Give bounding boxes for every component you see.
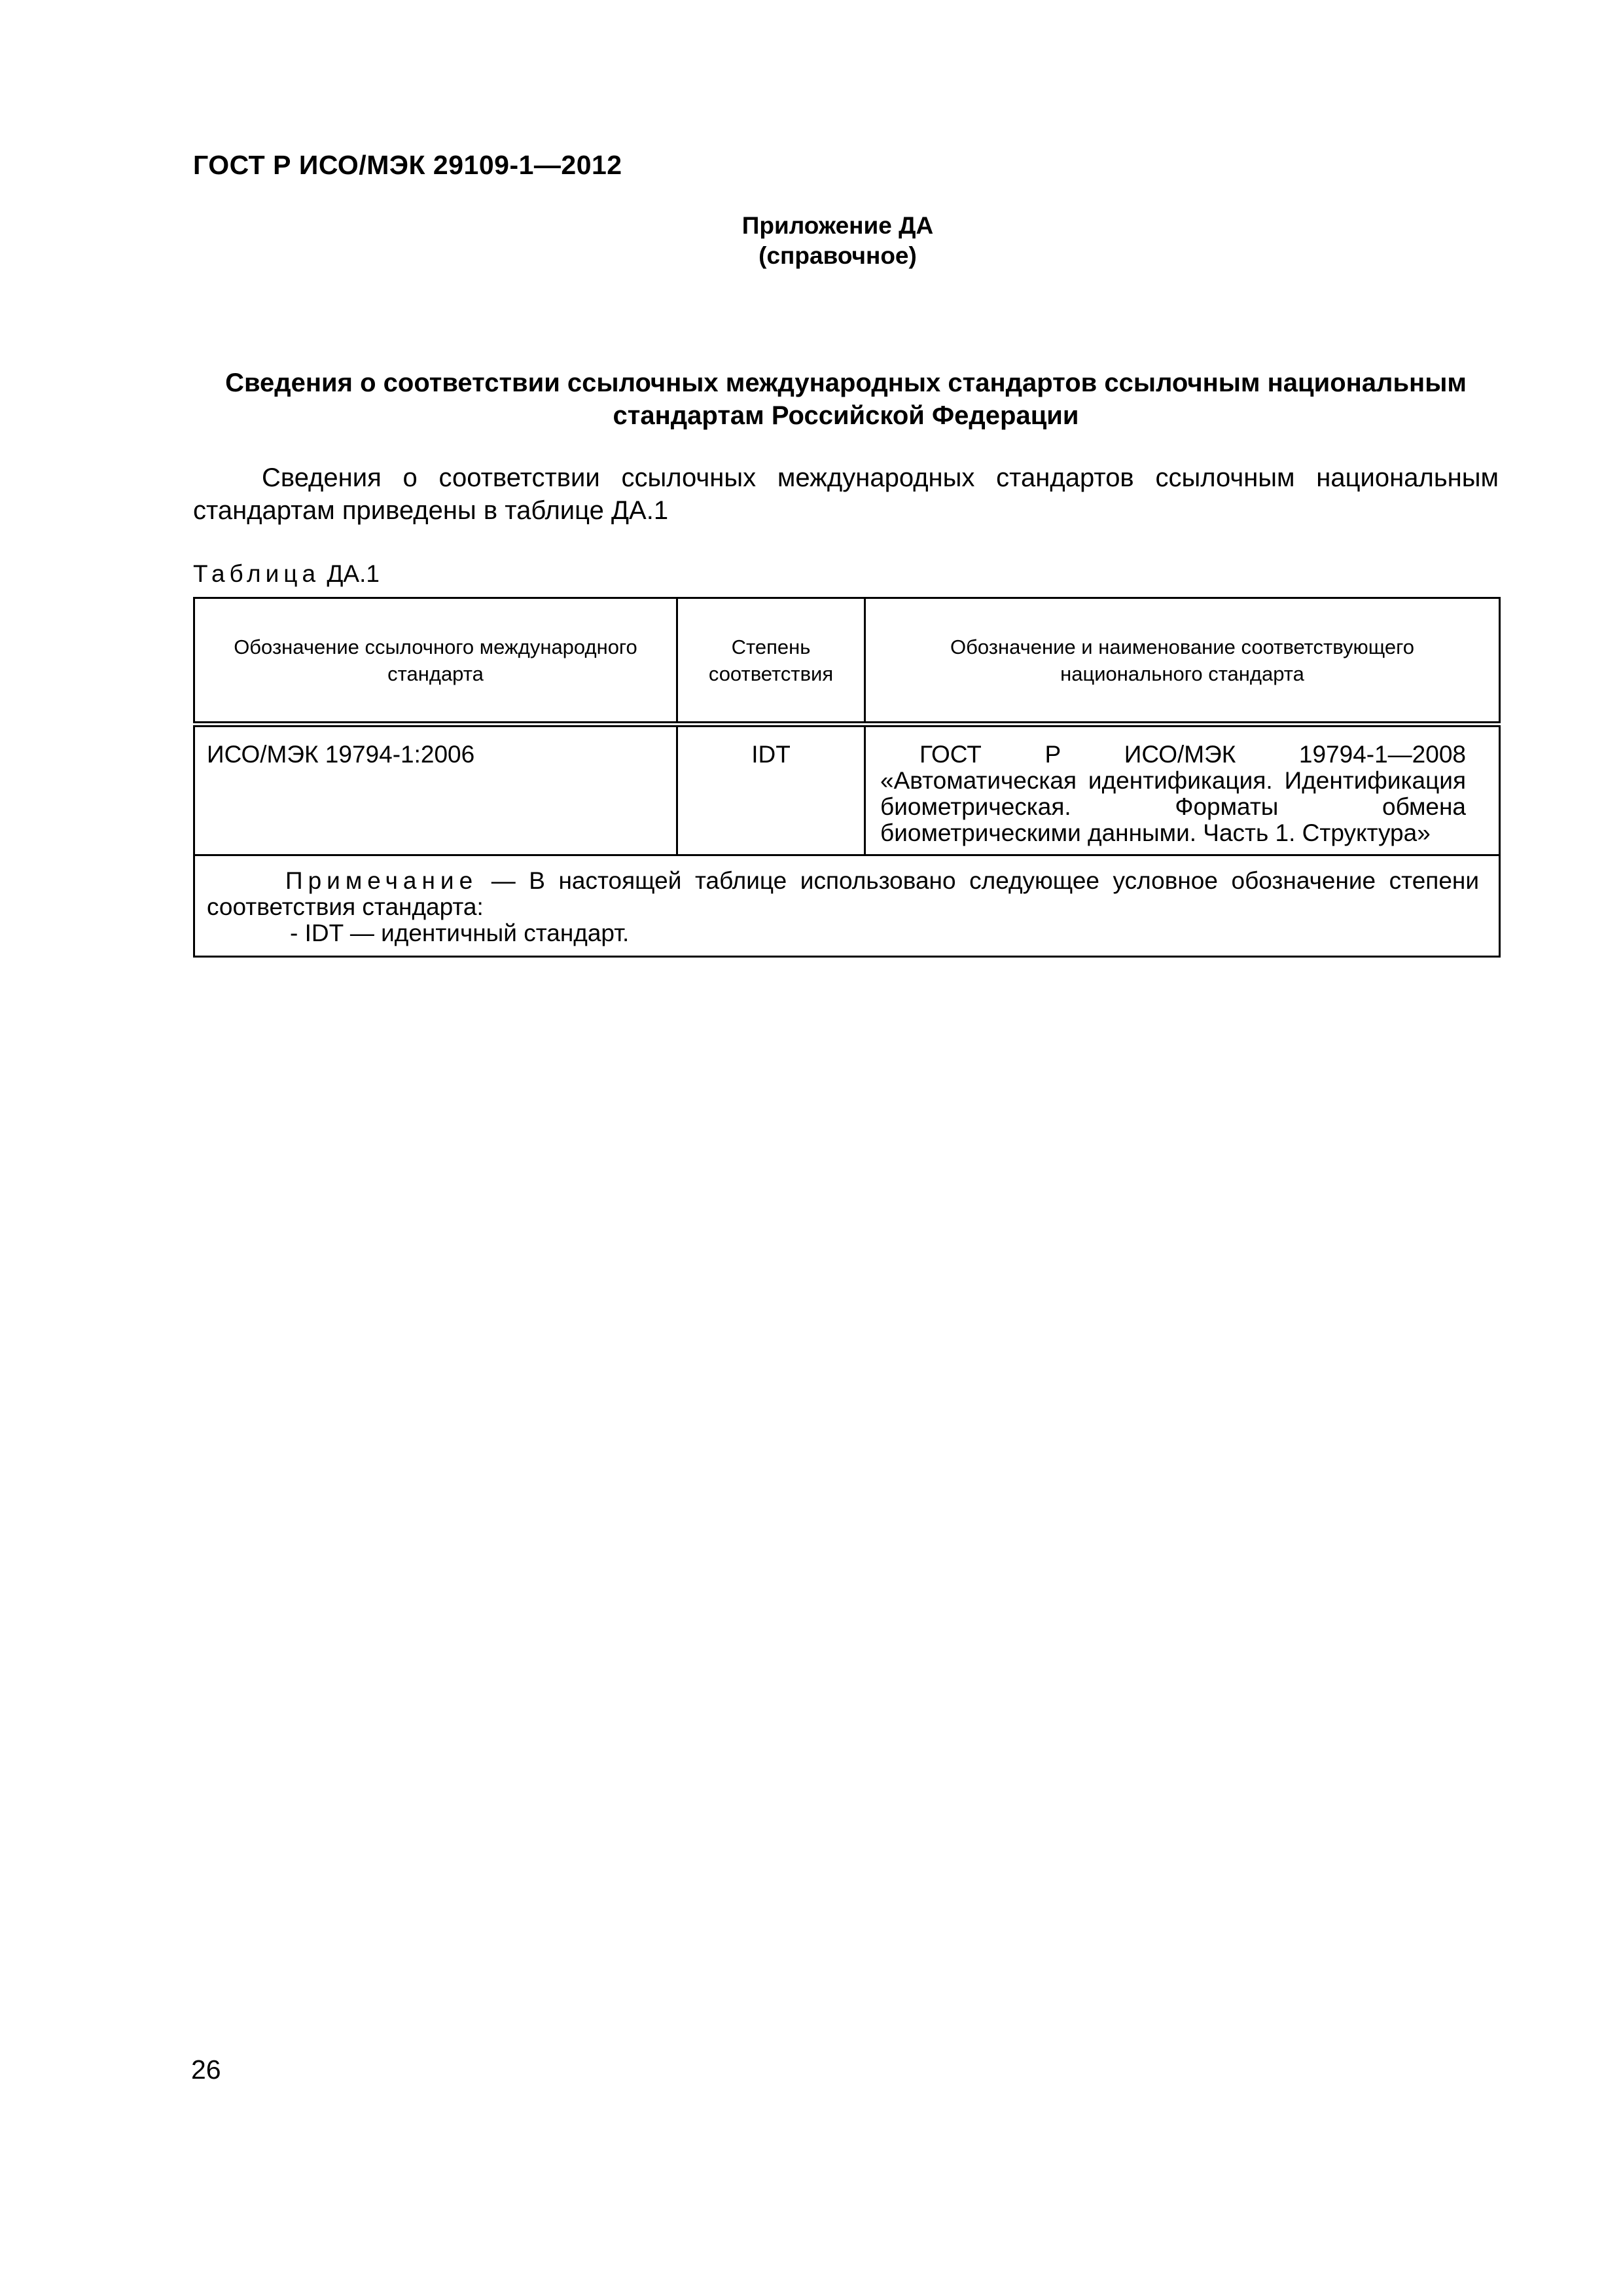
column-header-national xyxy=(865,598,1500,725)
table-caption-number: ДА.1 xyxy=(327,560,380,587)
annex-status: (справочное) xyxy=(758,242,917,269)
column-header-national-text: Обозначение и наименование соответствующего национального стандарта xyxy=(950,635,1415,685)
cell-degree-text: IDT xyxy=(751,741,791,768)
table-note-item: - IDT — идентичный стандарт. xyxy=(290,920,630,946)
column-header-degree-text: Степень соответствия xyxy=(708,635,834,685)
annex-heading xyxy=(589,211,1086,271)
section-title xyxy=(193,367,1499,432)
standards-correspondence-table xyxy=(193,597,1501,958)
document-code: ГОСТ Р ИСО/МЭК 29109-1—2012 xyxy=(193,150,622,180)
page-number: 26 xyxy=(191,2054,221,2085)
table-note-body: — В настоящей таблице использовано следующее условное обозначение степени соответствия стандарта: xyxy=(207,867,1479,920)
table-note-cell xyxy=(194,855,1500,957)
intro-paragraph: Сведения о соответствии ссылочных международных стандартов ссылочным национальным стандартам приведены в таблице ДА.1 xyxy=(193,463,1499,525)
cell-international-standard xyxy=(194,725,677,855)
table-header-row xyxy=(194,598,1500,725)
table-caption-label: Таблица xyxy=(193,560,321,587)
cell-national-standard xyxy=(865,725,1500,855)
section-title-line2: стандартам Российской Федерации xyxy=(613,401,1079,430)
table-row xyxy=(194,725,1500,855)
section-title-line1: Сведения о соответствии ссылочных международных стандартов ссылочным национальным xyxy=(225,368,1467,397)
cell-national-standard-text: ГОСТ Р ИСО/МЭК 19794-1—2008 «Автоматическая идентификация. Идентификация биометрическая. Форматы обмена биометрическими данными. Часть 1. Структура» xyxy=(880,741,1466,846)
cell-degree xyxy=(677,725,865,855)
column-header-international xyxy=(194,598,677,725)
column-header-international-text: Обозначение ссылочного международного стандарта xyxy=(234,635,637,685)
table-note xyxy=(195,856,1499,956)
table-note-row xyxy=(194,855,1500,957)
table-note-text xyxy=(207,868,1479,920)
cell-international-standard-text: ИСО/МЭК 19794-1:2006 xyxy=(207,741,475,768)
column-header-degree xyxy=(677,598,865,725)
annex-title: Приложение ДА xyxy=(741,212,934,239)
table-caption xyxy=(193,560,380,588)
table-note-label: Примечание xyxy=(285,867,478,894)
